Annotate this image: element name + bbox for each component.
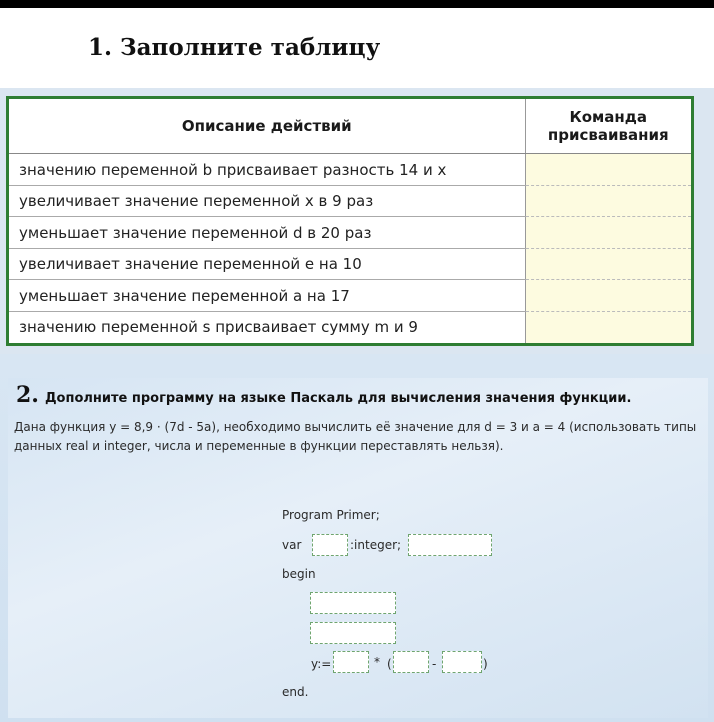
table-row bbox=[9, 311, 691, 343]
answer-cell[interactable] bbox=[525, 217, 691, 249]
coefficient-input[interactable] bbox=[333, 651, 369, 673]
code-assign: y:= bbox=[311, 657, 332, 671]
header-description: Описание действий bbox=[9, 99, 525, 154]
second-term-input[interactable] bbox=[442, 651, 482, 673]
row-description: уменьшает значение переменной a на 17 bbox=[9, 280, 525, 312]
table-header-row bbox=[9, 99, 691, 154]
code-right-paren: ) bbox=[483, 657, 488, 671]
answer-cell[interactable] bbox=[525, 280, 691, 312]
answer-cell[interactable] bbox=[525, 311, 691, 343]
var-real-input[interactable] bbox=[408, 534, 492, 556]
row-description: уменьшает значение переменной d в 20 раз bbox=[9, 217, 525, 249]
code-multiply: * bbox=[374, 655, 380, 669]
code-var-keyword: var bbox=[282, 538, 302, 552]
answer-cell[interactable] bbox=[525, 154, 691, 186]
row-description: увеличивает значение переменной e на 10 bbox=[9, 248, 525, 280]
worksheet-page bbox=[0, 8, 714, 722]
code-line-program: Program Primer; bbox=[282, 508, 380, 522]
section2-heading: Дополните программу на языке Паскаль для вычисления значения функции. bbox=[44, 391, 632, 406]
task-text: Дана функция y = 8,9 · (7d - 5a), необходимо вычислить её значение для d = 3 и a = 4 (использовать типы данных real и integer, числа и переменные в функции переставлять нельзя). bbox=[14, 420, 697, 453]
statement-input-2[interactable] bbox=[310, 622, 396, 644]
table-row bbox=[9, 248, 691, 280]
table-row bbox=[9, 217, 691, 249]
row-description: значению переменной b присваивает разность 14 и x bbox=[9, 154, 525, 186]
header-command: Команда присваивания bbox=[525, 99, 691, 154]
table-row bbox=[9, 280, 691, 312]
code-integer-keyword: :integer; bbox=[350, 538, 402, 552]
code-left-paren: ( bbox=[387, 657, 392, 671]
code-begin-keyword: begin bbox=[282, 567, 316, 581]
section2-number: 2. bbox=[16, 382, 39, 408]
row-description: значению переменной s присваивает сумму m и 9 bbox=[9, 311, 525, 343]
section1-title: 1. Заполните таблицу bbox=[88, 34, 381, 61]
assignment-table bbox=[6, 96, 694, 346]
row-description: увеличивает значение переменной x в 9 раз bbox=[9, 185, 525, 217]
section2-title bbox=[16, 382, 631, 408]
table-row bbox=[9, 154, 691, 186]
code-minus: - bbox=[432, 657, 437, 671]
answer-cell[interactable] bbox=[525, 185, 691, 217]
first-term-input[interactable] bbox=[393, 651, 429, 673]
answer-cell[interactable] bbox=[525, 248, 691, 280]
var-name-input[interactable] bbox=[312, 534, 348, 556]
code-end-keyword: end. bbox=[282, 685, 309, 699]
table-row bbox=[9, 185, 691, 217]
statement-input-1[interactable] bbox=[310, 592, 396, 614]
